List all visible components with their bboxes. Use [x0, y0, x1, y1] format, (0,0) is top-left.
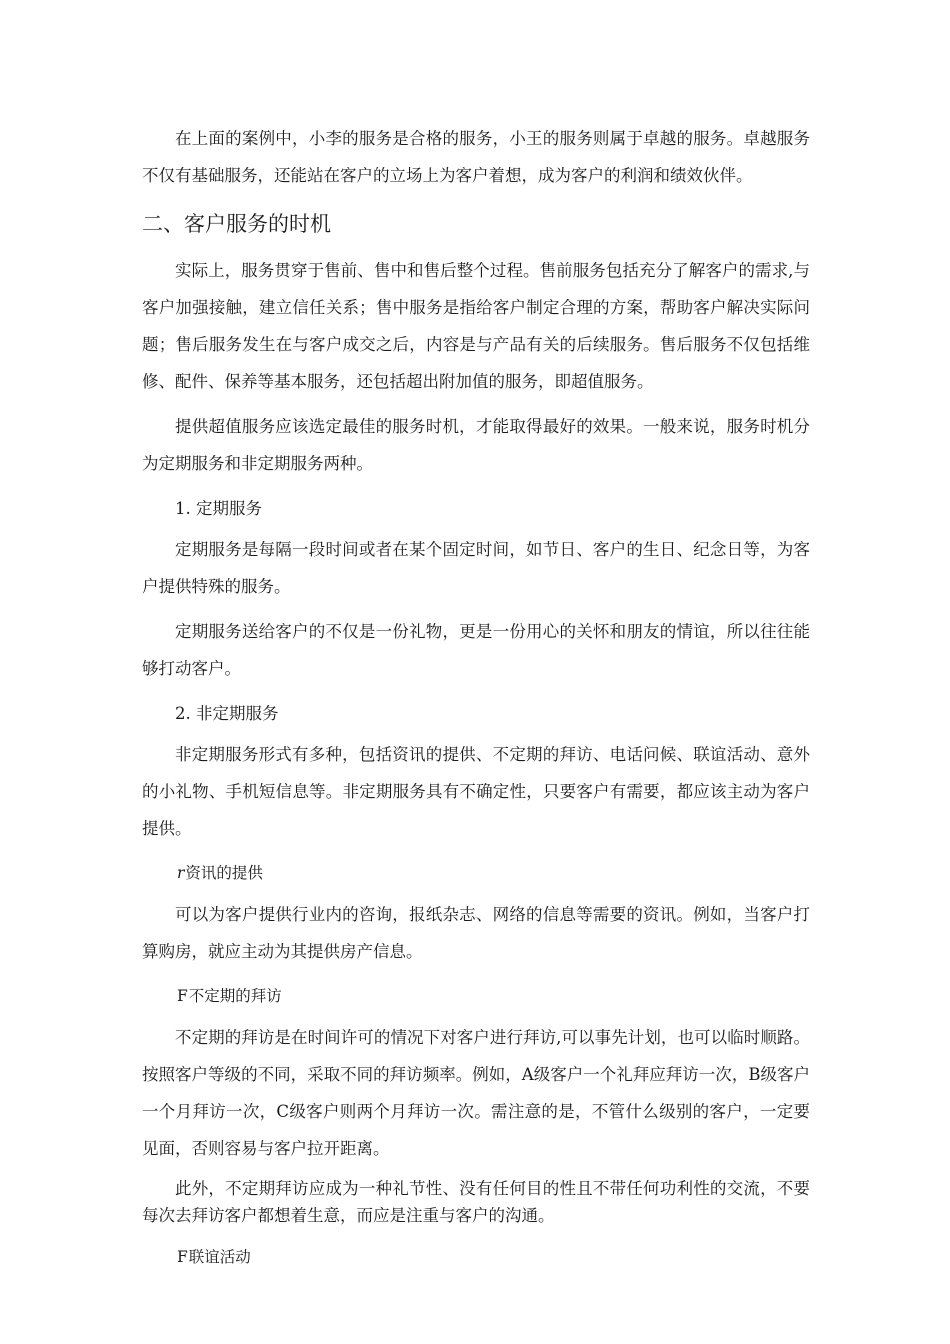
- subheading-regular-service: 1. 定期服务: [175, 499, 262, 518]
- bullet-social-activities: [142, 1239, 810, 1276]
- bullet-label: 资讯的提供: [185, 864, 263, 882]
- paragraph-irregular-visits: 不定期的拜访是在时间许可的情况下对客户进行拜访,可以事先计划，也可以临时顺路。按照客户等级的不同，采取不同的拜访频率。例如，A级客户一个礼拜应拜访一次，B级客户一个月拜访一次，C级客户则两个月拜访一次。需注意的是，不管什么级别的客户，一定要见面，否则容易与客户拉开距离。: [142, 1028, 810, 1158]
- bullet-irregular-visits: [142, 978, 810, 1015]
- bullet-marker: F: [177, 1248, 188, 1266]
- bullet-marker: F: [177, 987, 188, 1005]
- paragraph-service-timing: 提供超值服务应该选定最佳的服务时机，才能取得最好的效果。一般来说，服务时机分为定期服务和非定期服务两种。: [142, 417, 810, 473]
- paragraph-information-provision: 可以为客户提供行业内的咨询，报纸杂志、网络的信息等需要的资讯。例如，当客户打算购房，就应主动为其提供房产信息。: [142, 905, 810, 961]
- bullet-marker: r: [177, 864, 185, 882]
- subheading-irregular-service: 2. 非定期服务: [175, 704, 279, 723]
- bullet-label: 联谊活动: [188, 1248, 251, 1266]
- bullet-information-provision: [142, 855, 810, 892]
- bullet-label: 不定期的拜访: [188, 987, 282, 1005]
- paragraph-irregular-service-forms: 非定期服务形式有多种，包括资讯的提供、不定期的拜访、电话问候、联谊活动、意外的小礼物、手机短信息等。非定期服务具有不确定性，只要客户有需要，都应该主动为客户提供。: [142, 745, 810, 838]
- paragraph-excellent-service: 在上面的案例中，小李的服务是合格的服务，小王的服务则属于卓越的服务。卓越服务不仅有基础服务，还能站在客户的立场上为客户着想，成为客户的利润和绩效伙伴。: [142, 129, 810, 185]
- section-heading-service-timing: 二、客户服务的时机: [142, 212, 331, 236]
- paragraph-regular-service-value: 定期服务送给客户的不仅是一份礼物，更是一份用心的关怀和朋友的情谊，所以往往能够打动客户。: [142, 622, 810, 678]
- paragraph-service-process: 实际上，服务贯穿于售前、售中和售后整个过程。售前服务包括充分了解客户的需求,与客户加强接触，建立信任关系；售中服务是指给客户制定合理的方案，帮助客户解决实际问题；售后服务发生在与客户成交之后，内容是与产品有关的后续服务。售后服务不仅包括维修、配件、保养等基本服务，还包括超出附加值的服务，即超值服务。: [142, 261, 810, 391]
- document-body: [142, 120, 810, 1280]
- paragraph-visit-etiquette: 此外，不定期拜访应成为一种礼节性、没有任何目的性且不带任何功利性的交流，不要每次去拜访客户都想着生意，而应是注重与客户的沟通。: [142, 1179, 810, 1225]
- paragraph-regular-service-definition: 定期服务是每隔一段时间或者在某个固定时间，如节日、客户的生日、纪念日等，为客户提供特殊的服务。: [142, 540, 810, 596]
